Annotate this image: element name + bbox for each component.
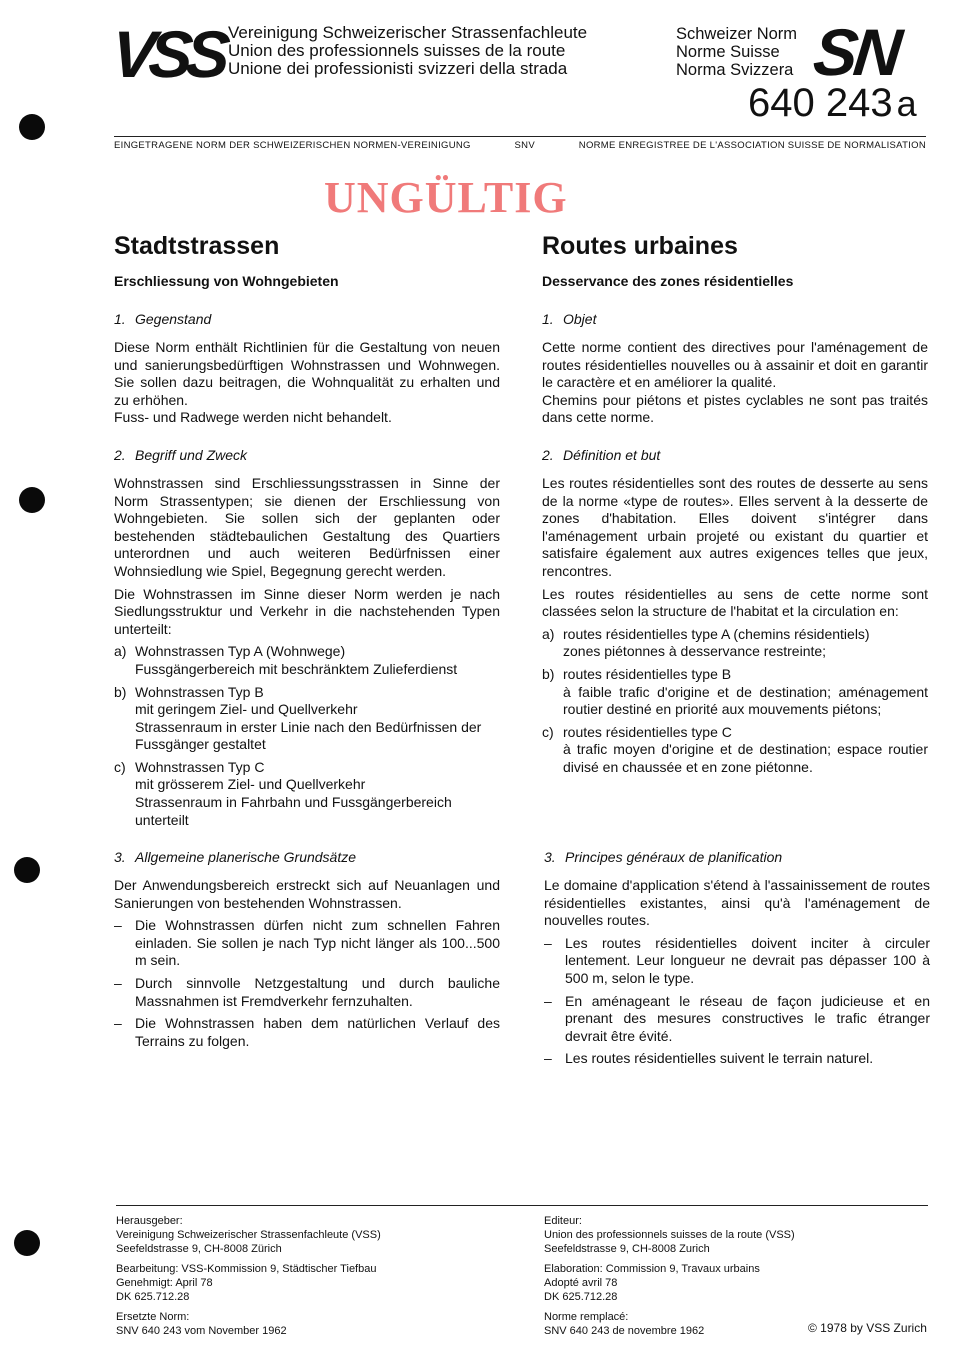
list-item-fr-3-1: – Les routes résidentielles doivent inciter à circuler lentement. Leur longueur ne devrait pas dépasser 100 à 500 m, selon le type. <box>544 934 930 986</box>
section-2-para1-de: Wohnstrassen sind Erschliessungsstrassen in Sinne der Norm Strassentypen; sie dienen der Erschliessung von Wohngebieten. Sie sollen sich der geplanten oder bestehenden städtebaulichen Gestaltung des Quartiers unterordnen und auch weiteren Bedürfnissen einer Wohnsiedlung wie Spiel, Begegnung gerecht werden. <box>114 474 500 579</box>
footer-fr <box>544 1214 804 1344</box>
publisher-line-de-1: Vereinigung Schweizerischer Strassenfachleute (VSS) <box>116 1229 381 1241</box>
replaced-value-de: SNV 640 243 vom November 1962 <box>116 1325 287 1337</box>
section-2-para1-fr: Les routes résidentielles sont des routes de desserte au sens de la norme «type de routes». Elles servent à la desserte de zones d'habitation. Elles doivent s'intégrer dans l'aménagement urbain projeté ou existant du quartier et satisfaire également aux autres exigences telles que jeux, rencontres. <box>542 474 928 579</box>
section-2-para2-de: Die Wohnstrassen im Sinne dieser Norm werden je nach Siedlungsstruktur und Verkehr in die nachstehenden Typen unterteilt: <box>114 585 500 637</box>
german-column <box>114 231 500 829</box>
punch-hole-2 <box>19 487 45 513</box>
publisher-label-fr: Editeur: <box>544 1215 582 1227</box>
footer-de <box>116 1214 516 1344</box>
header-rule <box>114 136 926 137</box>
section-3-heading-fr: 3. Principes généraux de planification <box>544 849 783 865</box>
subtitle-de: Erschliessung von Wohngebieten <box>114 273 339 289</box>
french-column <box>542 231 928 776</box>
german-section-3 <box>114 849 500 1050</box>
section-1-para2-de: Fuss- und Radwege werden nicht behandelt. <box>114 409 392 426</box>
list-item-de-3-1: – Die Wohnstrassen dürfen nicht zum schnellen Fahren einladen. Sie sollen je nach Typ nicht länger als 100...500 m sein. <box>114 917 500 969</box>
info-line-de-3: DK 625.712.28 <box>116 1291 190 1303</box>
punch-hole-1 <box>19 114 45 140</box>
section-3-para-fr: Le domaine d'application s'étend à l'assainissement de routes résidentielles existantes, ainsi qu'à l'aménagement de nouvelles routes. <box>544 877 930 929</box>
subtitle-fr: Desservance des zones résidentielles <box>542 273 794 289</box>
list-item-fr-a: a) routes résidentielles type A (chemins résidentiels) zones piétonnes à desservance restreinte; <box>542 625 870 660</box>
section-3-para-de: Der Anwendungsbereich erstreckt sich auf Neuanlagen und Sanierungen von bestehenden Wohnstrassen. <box>114 877 500 911</box>
replaced-value-fr: SNV 640 243 de novembre 1962 <box>544 1325 705 1337</box>
norm-number-main: 640 243 <box>748 81 893 125</box>
title-de: Stadtstrassen <box>114 232 280 260</box>
list-item-de-c: c) Wohnstrassen Typ C mit grösserem Ziel- und Quellverkehr Strassenraum in Fahrbahn und Fussgängerbereich unterteilt <box>114 758 452 828</box>
registration-snv: SNV <box>514 140 535 151</box>
list-item-fr-3-2: – En aménageant le réseau de façon judicieuse et en prenant des mesures constructives le trafic étranger devrait être évité. <box>544 992 930 1044</box>
list-item-fr-b: b) routes résidentielles type B à faible trafic d'origine et de destination; aménagement routier destiné en priorité aux mouvements piétons; <box>542 665 928 718</box>
title-fr: Routes urbaines <box>542 232 738 260</box>
norm-names <box>676 25 797 79</box>
french-section-3 <box>544 849 930 1068</box>
list-item-de-3-2: – Durch sinnvolle Netzgestaltung und durch bauliche Massnahmen ist Fremdverkehr fernzuhalten. <box>114 974 500 1009</box>
publisher-label-de: Herausgeber: <box>116 1215 183 1227</box>
list-item-fr-3-3: – Les routes résidentielles suivent le terrain naturel. <box>544 1050 874 1067</box>
norm-name-fr: Norme Suisse <box>676 43 780 61</box>
section-2-heading-fr: 2. Définition et but <box>542 446 661 463</box>
registration-fr: NORME ENREGISTREE DE L'ASSOCIATION SUISSE DE NORMALISATION <box>578 140 926 151</box>
punch-hole-3 <box>14 857 40 883</box>
section-3-heading-de: 3. Allgemeine planerische Grundsätze <box>114 849 357 865</box>
copyright: © 1978 by VSS Zurich <box>808 1321 927 1335</box>
info-line-fr-2: Adopté avril 78 <box>544 1277 618 1289</box>
norm-name-de: Schweizer Norm <box>676 25 798 43</box>
association-names <box>228 24 587 78</box>
publisher-line-fr-1: Union des professionnels suisses de la route (VSS) <box>544 1229 795 1241</box>
info-line-fr-1: Elaboration: Commission 9, Travaux urbains <box>544 1263 760 1275</box>
registration-line <box>114 140 926 151</box>
replaced-label-de: Ersetzte Norm: <box>116 1311 190 1323</box>
norm-number-suffix: a <box>896 83 917 124</box>
section-1-para-fr: Cette norme contient des directives pour l'aménagement de routes résidentielles nouvelles ou à assainir et doit en garantir le caractère et en améliorer la qualité. <box>542 339 928 391</box>
association-fr: Union des professionnels suisses de la route <box>228 41 566 60</box>
info-line-de-2: Genehmigt: April 78 <box>116 1277 213 1289</box>
list-item-de-a: a) Wohnstrassen Typ A (Wohnwege) Fussgängerbereich mit beschränktem Zulieferdienst <box>114 643 458 677</box>
list-item-fr-c: c) routes résidentielles type C à trafic moyen d'origine et de destination; espace routier divisé en chaussée et en zone piétonne. <box>542 723 928 775</box>
punch-hole-4 <box>14 1230 40 1256</box>
norm-name-it: Norma Svizzera <box>676 61 794 79</box>
info-line-de-1: Bearbeitung: VSS-Kommission 9, Städtischer Tiefbau <box>116 1263 377 1275</box>
section-1-heading-de: 1. Gegenstand <box>114 311 212 327</box>
info-line-fr-3: DK 625.712.28 <box>544 1291 618 1303</box>
section-2-heading-de: 2. Begriff und Zweck <box>114 446 248 463</box>
registration-de: EINGETRAGENE NORM DER SCHWEIZERISCHEN NORMEN-VEREINIGUNG <box>114 140 471 151</box>
vss-logo: VSS <box>109 17 226 91</box>
section-1-para2-fr: Chemins pour piétons et pistes cyclables ne sont pas traités dans cette norme. <box>542 391 928 426</box>
section-1-heading-fr: 1. Objet <box>542 311 597 327</box>
sn-logo: SN <box>810 15 902 89</box>
section-2-para2-fr: Les routes résidentielles au sens de cette norme sont classées selon la structure de l'habitat et la circulation en: <box>542 585 928 620</box>
footer-rule <box>116 1205 928 1206</box>
list-item-de-3-3: – Die Wohnstrassen haben dem natürlichen Verlauf des Terrains zu folgen. <box>114 1015 500 1049</box>
publisher-line-de-2: Seefeldstrasse 9, CH-8008 Zürich <box>116 1243 282 1255</box>
association-it: Unione dei professionisti svizzeri della strada <box>228 59 568 78</box>
invalid-stamp: UNGÜLTIG <box>324 173 568 222</box>
norm-number <box>748 80 917 127</box>
association-de: Vereinigung Schweizerischer Strassenfachleute <box>228 23 588 42</box>
section-1-para-de: Diese Norm enthält Richtlinien für die Gestaltung von neuen und sanierungsbedürftigen Wohnstrassen und Wohnwegen. Sie sollen dazu beitragen, die Wohnqualität zu erhalten und zu erhöhen. <box>114 339 500 408</box>
replaced-label-fr: Norme remplacé: <box>544 1311 629 1323</box>
list-item-de-b: b) Wohnstrassen Typ B mit geringem Ziel- und Quellverkehr Strassenraum in erster Linie nach den Bedürfnissen der Fussgänger gestaltet <box>114 683 482 753</box>
publisher-line-fr-2: Seefeldstrasse 9, CH-8008 Zurich <box>544 1243 710 1255</box>
